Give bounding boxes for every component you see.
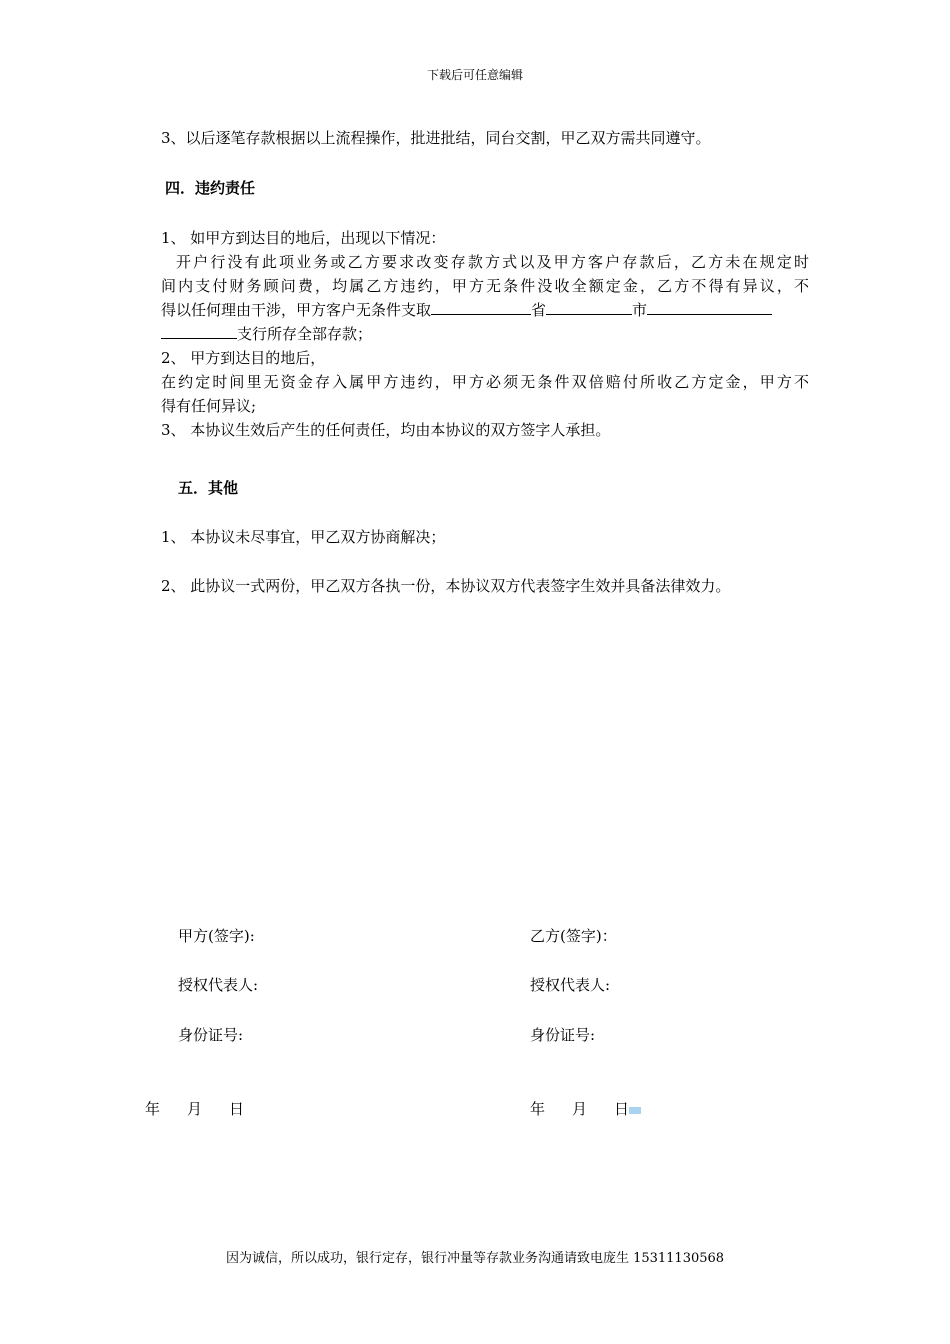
party-a-rep-label: 授权代表人:: [178, 976, 259, 994]
section4-item1-line4: [161, 322, 809, 346]
party-a-signature-label: 甲方(签字):: [178, 927, 255, 945]
section5-item1: 1、 本协议未尽事宜，甲乙双方协商解决；: [161, 528, 446, 546]
branch-label: 支行所存全部存款；: [237, 325, 373, 343]
selection-marker: [629, 1107, 641, 1114]
party-a-date-day: 日: [229, 1100, 245, 1118]
party-a-id-label: 身份证号:: [178, 1026, 244, 1044]
party-b-date-month: 月: [572, 1100, 588, 1118]
section5-item2: 2、 此协议一式两份，甲乙双方各执一份，本协议双方代表签字生效并具备法律效力。: [161, 577, 731, 595]
party-b-signature-label: 乙方(签字)：: [530, 927, 617, 945]
section3-item3: 3、以后逐笔存款根据以上流程操作，批进批结，同台交割，甲乙双方需共同遵守。: [161, 129, 711, 147]
party-a-date-month: 月: [187, 1100, 203, 1118]
page-header-note: 下载后可任意编辑: [426, 68, 523, 82]
section4-item2-line2: 得有任何异议;: [161, 397, 257, 415]
blank-city: [647, 298, 772, 315]
section4-item1-line1: 开户行没有此项业务或乙方要求改变存款方式以及甲方客户存款后，乙方未在规定时: [176, 253, 809, 271]
section4-item1-line3-text: 得以任何理由干涉，甲方客户无条件支取: [161, 301, 432, 319]
page-footer: 因为诚信，所以成功，银行定存，银行冲量等存款业务沟通请致电庞生 15311130568: [225, 1251, 725, 1266]
blank-branch: [161, 322, 237, 339]
section5-heading: 五．其他: [178, 479, 239, 497]
section4-item2-title: 2、 甲方到达目的地后，: [161, 349, 326, 367]
city-label: 市: [632, 301, 648, 319]
section4-item3: 3、 本协议生效后产生的任何责任，均由本协议的双方签字人承担。: [161, 421, 611, 439]
section4-heading: 四．违约责任: [165, 179, 256, 197]
blank-province: [546, 298, 632, 315]
party-b-date-year: 年: [530, 1100, 546, 1118]
section4-body: [161, 226, 809, 442]
section4-item1-line2: 间内支付财务顾问费，均属乙方违约，甲方无条件没收全额定金，乙方不得有异议，不: [161, 277, 809, 295]
section4-item1-title: 1、 如甲方到达目的地后，出现以下情况：: [161, 229, 446, 247]
section4-item2-line1: 在约定时间里无资金存入属甲方违约，甲方必须无条件双倍赔付所收乙方定金，甲方不: [161, 373, 809, 391]
party-a-date-year: 年: [145, 1100, 161, 1118]
party-b-date-day: 日: [614, 1100, 630, 1118]
section4-item1-line3: [161, 298, 809, 322]
blank-withdraw-amount: [431, 298, 531, 315]
party-b-rep-label: 授权代表人:: [530, 976, 611, 994]
province-label: 省: [531, 301, 547, 319]
party-b-id-label: 身份证号:: [530, 1026, 596, 1044]
